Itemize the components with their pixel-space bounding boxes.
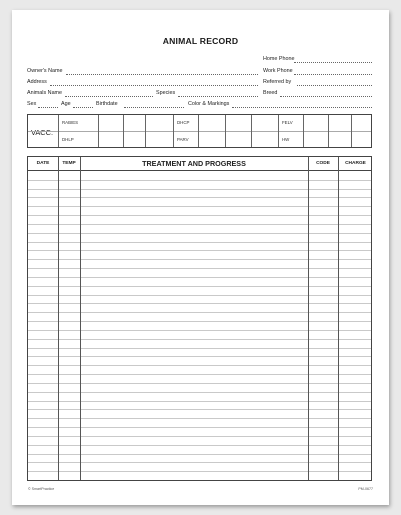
table-col-line: [80, 157, 81, 480]
color-markings-line[interactable]: [232, 107, 372, 108]
address-label: Address: [27, 79, 47, 85]
address-line[interactable]: [50, 85, 258, 86]
form-page: [12, 10, 389, 505]
vacc-col-line: [198, 115, 199, 147]
header-date: DATE: [36, 161, 50, 166]
home-phone-label: Home Phone: [263, 56, 295, 62]
vacc-label-dhlp: DHLP: [62, 137, 74, 142]
species-label: Species: [156, 90, 176, 96]
vacc-col-line: [58, 115, 59, 147]
animals-name-line[interactable]: [65, 96, 153, 97]
referred-by-line[interactable]: [297, 85, 372, 86]
vacc-col-line: [145, 115, 146, 147]
birthdate-line[interactable]: [124, 107, 184, 108]
form-title: ANIMAL RECORD: [162, 36, 239, 46]
vacc-label-felv: FELV: [282, 120, 293, 125]
vacc-col-line: [278, 115, 279, 147]
vaccination-box: [27, 114, 372, 148]
vacc-col-line: [351, 115, 352, 147]
color-markings-label: Color & Markings: [188, 101, 230, 107]
vacc-col-line: [251, 115, 252, 147]
breed-line[interactable]: [280, 96, 372, 97]
footer-form-number: PM-0677: [358, 487, 373, 491]
table-col-line: [58, 157, 59, 480]
vacc-label-dhcp: DHCP: [177, 120, 190, 125]
owners-name-label: Owner's Name: [27, 68, 63, 74]
animals-name-label: Animals Name: [27, 90, 63, 96]
owners-name-line[interactable]: [66, 74, 258, 75]
header-treatment: TREATMENT AND PROGRESS: [142, 159, 246, 168]
sex-line[interactable]: [38, 107, 58, 108]
vacc-col-line: [123, 115, 124, 147]
age-label: Age: [61, 101, 71, 107]
sex-label: Sex: [27, 101, 37, 107]
vacc-col-line: [225, 115, 226, 147]
vacc-label-rabies: RABIES: [62, 120, 79, 125]
header-charge: CHARGE: [345, 161, 366, 166]
referred-by-label: Referred by: [263, 79, 292, 85]
header-temp: TEMP: [62, 161, 76, 166]
work-phone-label: Work Phone: [263, 68, 293, 74]
work-phone-line[interactable]: [294, 74, 372, 75]
vacc-col-line: [173, 115, 174, 147]
vacc-col-line: [328, 115, 329, 147]
species-line[interactable]: [178, 96, 258, 97]
birthdate-label: Birthdate: [96, 101, 118, 107]
treatment-table: [27, 156, 372, 481]
home-phone-line[interactable]: [294, 62, 372, 63]
table-col-line: [308, 157, 309, 480]
vacc-divider: [28, 131, 371, 132]
vacc-title: VACC.: [31, 128, 54, 137]
vacc-label-parv: PARV: [177, 137, 189, 142]
vacc-col-line: [303, 115, 304, 147]
breed-label: Breed: [263, 90, 278, 96]
footer-copyright: © SmartPractice: [28, 487, 55, 491]
table-col-line: [338, 157, 339, 480]
header-code: CODE: [316, 161, 330, 166]
age-line[interactable]: [73, 107, 93, 108]
vacc-col-line: [98, 115, 99, 147]
vacc-label-hw: HW: [282, 137, 290, 142]
